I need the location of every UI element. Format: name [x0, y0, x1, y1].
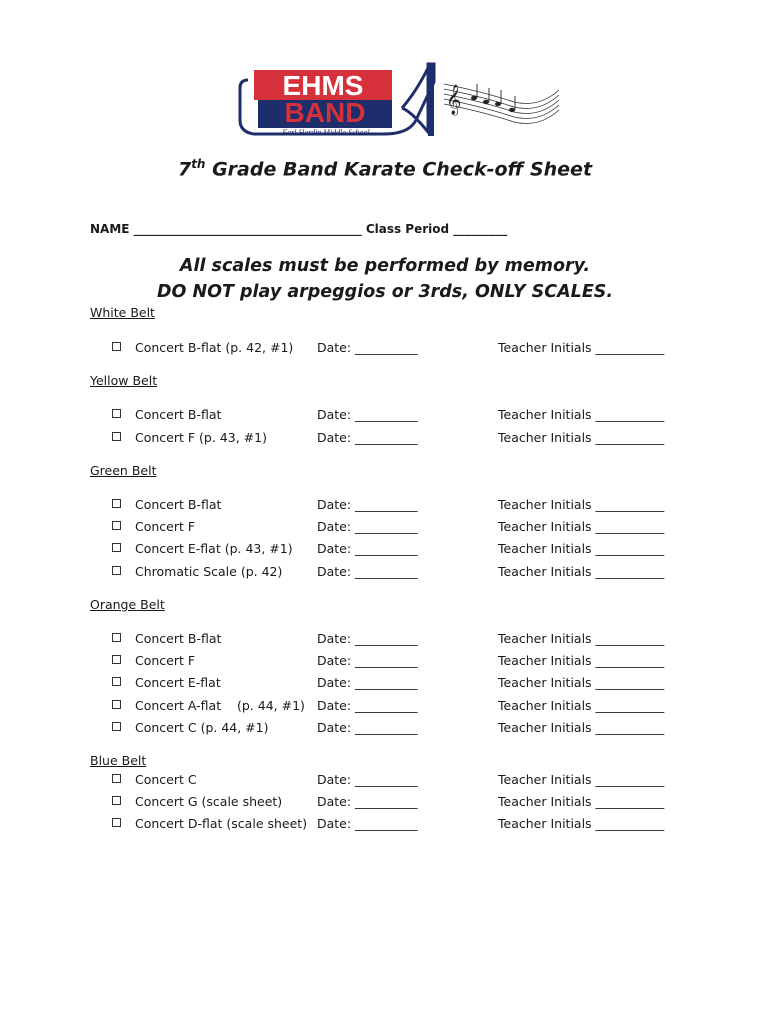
scale-label: Concert F	[135, 519, 196, 534]
date-field: Date: __________	[317, 720, 418, 735]
date-field: Date: __________	[317, 816, 418, 831]
date-field: Date: __________	[317, 519, 418, 534]
checklist-row	[0, 675, 770, 693]
checkbox[interactable]	[112, 655, 121, 664]
date-field: Date: __________	[317, 430, 418, 445]
checkbox[interactable]	[112, 499, 121, 508]
scale-label: Concert C (p. 44, #1)	[135, 720, 269, 735]
checkbox[interactable]	[112, 543, 121, 552]
checklist-row	[0, 772, 770, 790]
date-field: Date: __________	[317, 675, 418, 690]
checklist-row	[0, 541, 770, 559]
checklist-row	[0, 340, 770, 358]
scale-label: Chromatic Scale (p. 42)	[135, 564, 283, 579]
scale-label: Concert B-flat	[135, 497, 222, 512]
date-field: Date: __________	[317, 340, 418, 355]
belt-heading-white: White Belt	[90, 305, 155, 320]
date-field: Date: __________	[317, 407, 418, 422]
checkbox[interactable]	[112, 677, 121, 686]
teacher-initials-field: Teacher Initials ___________	[498, 631, 665, 646]
teacher-initials-field: Teacher Initials ___________	[498, 340, 665, 355]
checkbox[interactable]	[112, 342, 121, 351]
date-field: Date: __________	[317, 497, 418, 512]
date-field: Date: __________	[317, 794, 418, 809]
teacher-initials-field: Teacher Initials ___________	[498, 541, 665, 556]
svg-text:𝄞: 𝄞	[446, 85, 462, 115]
teacher-initials-field: Teacher Initials ___________	[498, 816, 665, 831]
scale-label: Concert B-flat	[135, 631, 222, 646]
scale-label: Concert F (p. 43, #1)	[135, 430, 267, 445]
checkbox[interactable]	[112, 722, 121, 731]
checkbox[interactable]	[112, 774, 121, 783]
teacher-initials-field: Teacher Initials ___________	[498, 497, 665, 512]
checklist-row	[0, 564, 770, 582]
teacher-initials-field: Teacher Initials ___________	[498, 407, 665, 422]
teacher-initials-field: Teacher Initials ___________	[498, 675, 665, 690]
notice-line-1: All scales must be performed by memory.	[179, 256, 591, 276]
ehms-band-logo	[234, 62, 564, 142]
checklist-row	[0, 497, 770, 515]
checklist-row	[0, 519, 770, 537]
teacher-initials-field: Teacher Initials ___________	[498, 720, 665, 735]
teacher-initials-field: Teacher Initials ___________	[498, 698, 665, 713]
logo-school: Earl Hardin Middle School	[282, 128, 370, 137]
checkbox[interactable]	[112, 409, 121, 418]
belt-heading-yellow: Yellow Belt	[90, 373, 158, 388]
teacher-initials-field: Teacher Initials ___________	[498, 653, 665, 668]
belt-heading-blue: Blue Belt	[90, 753, 147, 768]
scale-label: Concert G (scale sheet)	[135, 794, 283, 809]
scale-label: Concert F	[135, 653, 196, 668]
page-title: 7th Grade Band Karate Check-off Sheet	[177, 157, 593, 181]
scale-label: Concert D-flat (scale sheet)	[135, 816, 308, 831]
checklist-row	[0, 407, 770, 425]
scale-label: Concert E-flat	[135, 675, 221, 690]
date-field: Date: __________	[317, 698, 418, 713]
teacher-initials-field: Teacher Initials ___________	[498, 430, 665, 445]
checklist-row	[0, 698, 770, 716]
belt-heading-orange: Orange Belt	[90, 597, 165, 612]
checklist-row	[0, 631, 770, 649]
date-field: Date: __________	[317, 541, 418, 556]
checkbox[interactable]	[112, 633, 121, 642]
checkbox[interactable]	[112, 796, 121, 805]
name-class-period-line: NAME ______________________________________ Class Period _________	[90, 222, 508, 236]
date-field: Date: __________	[317, 653, 418, 668]
notice-line-2: DO NOT play arpeggios or 3rds, ONLY SCALES.	[156, 282, 614, 302]
teacher-initials-field: Teacher Initials ___________	[498, 519, 665, 534]
checklist-row	[0, 794, 770, 812]
checkbox[interactable]	[112, 521, 121, 530]
logo-line2: BAND	[284, 97, 366, 128]
teacher-initials-field: Teacher Initials ___________	[498, 794, 665, 809]
belt-heading-green: Green Belt	[90, 463, 157, 478]
checklist-row	[0, 816, 770, 834]
scale-label: Concert B-flat (p. 42, #1)	[135, 340, 294, 355]
checklist-row	[0, 430, 770, 448]
checkbox[interactable]	[112, 566, 121, 575]
checklist-row	[0, 720, 770, 738]
scale-label: Concert C	[135, 772, 197, 787]
teacher-initials-field: Teacher Initials ___________	[498, 772, 665, 787]
checkbox[interactable]	[112, 700, 121, 709]
scale-label: Concert A-flat (p. 44, #1)	[135, 698, 305, 713]
date-field: Date: __________	[317, 772, 418, 787]
date-field: Date: __________	[317, 631, 418, 646]
date-field: Date: __________	[317, 564, 418, 579]
instructions-notice	[0, 253, 770, 305]
logo-line1: EHMS	[282, 70, 364, 101]
checkbox[interactable]	[112, 818, 121, 827]
teacher-initials-field: Teacher Initials ___________	[498, 564, 665, 579]
checkbox[interactable]	[112, 432, 121, 441]
checklist-row	[0, 653, 770, 671]
scale-label: Concert B-flat	[135, 407, 222, 422]
scale-label: Concert E-flat (p. 43, #1)	[135, 541, 293, 556]
